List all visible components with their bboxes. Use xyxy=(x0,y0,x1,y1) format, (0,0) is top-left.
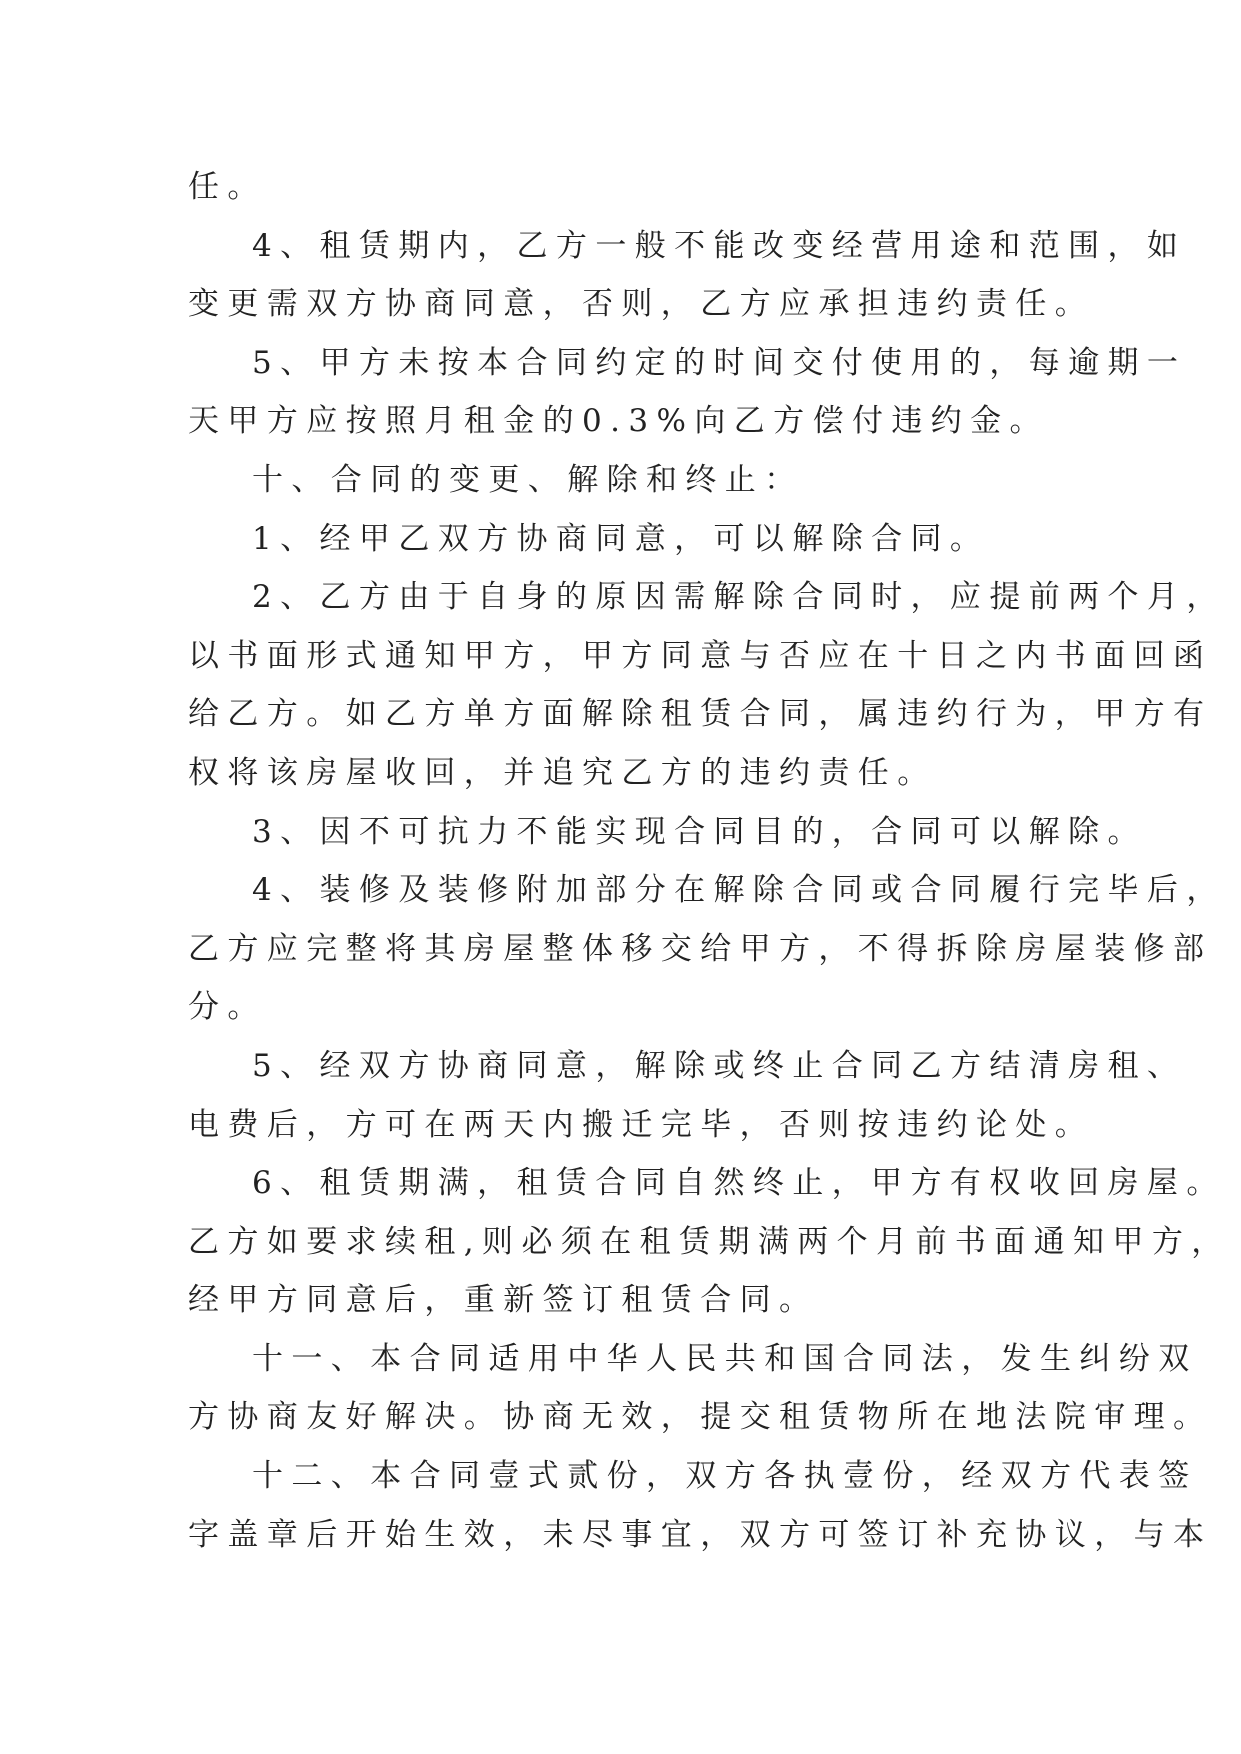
text-line: 给乙方。如乙方单方面解除租赁合同，属违约行为，甲方有 xyxy=(188,696,1213,733)
text-line: 天甲方应按照月租金的0.3%向乙方偿付违约金。 xyxy=(188,403,1049,440)
text-line: 2、乙方由于自身的原因需解除合同时，应提前两个月， xyxy=(252,579,1226,616)
text-line: 3、因不可抗力不能实现合同目的，合同可以解除。 xyxy=(252,813,1147,850)
text-line: 4、装修及装修附加部分在解除合同或合同履行完毕后， xyxy=(252,872,1226,909)
text-line: 十、合同的变更、解除和终止： xyxy=(252,461,804,498)
text-line: 权将该房屋收回，并追究乙方的违约责任。 xyxy=(188,754,937,791)
text-line: 乙方应完整将其房屋整体移交给甲方，不得拆除房屋装修部 xyxy=(188,930,1213,967)
text-line: 方协商友好解决。协商无效，提交租赁物所在地法院审理。 xyxy=(188,1399,1213,1436)
text-line: 以书面形式通知甲方，甲方同意与否应在十日之内书面回函 xyxy=(188,637,1213,674)
text-line: 任。 xyxy=(188,169,267,205)
text-line: 6、租赁期满，租赁合同自然终止，甲方有权收回房屋。 xyxy=(252,1165,1226,1202)
text-line: 5、经双方协商同意，解除或终止合同乙方结清房租、 xyxy=(252,1047,1187,1084)
text-line: 1、经甲乙双方协商同意，可以解除合同。 xyxy=(252,520,990,557)
text-line: 字盖章后开始生效，未尽事宜，双方可签订补充协议，与本 xyxy=(188,1516,1213,1553)
text-line: 十二、本合同壹式贰份，双方各执壹份，经双方代表签 xyxy=(252,1458,1198,1495)
text-line: 分。 xyxy=(188,989,267,1026)
text-line: 电费后，方可在两天内搬迁完毕，否则按违约论处。 xyxy=(188,1106,1095,1143)
text-line: 经甲方同意后，重新签订租赁合同。 xyxy=(188,1282,819,1319)
text-line: 4、租赁期内，乙方一般不能改变经营用途和范围，如 xyxy=(252,227,1187,264)
text-line: 5、甲方未按本合同约定的时间交付使用的，每逾期一 xyxy=(252,344,1187,381)
text-line: 变更需双方协商同意，否则，乙方应承担违约责任。 xyxy=(188,286,1095,323)
text-line: 十一、本合同适用中华人民共和国合同法，发生纠纷双 xyxy=(252,1340,1198,1377)
text-line: 乙方如要求续租,则必须在租赁期满两个月前书面通知甲方， xyxy=(188,1223,1231,1260)
document-body xyxy=(188,158,1231,1564)
